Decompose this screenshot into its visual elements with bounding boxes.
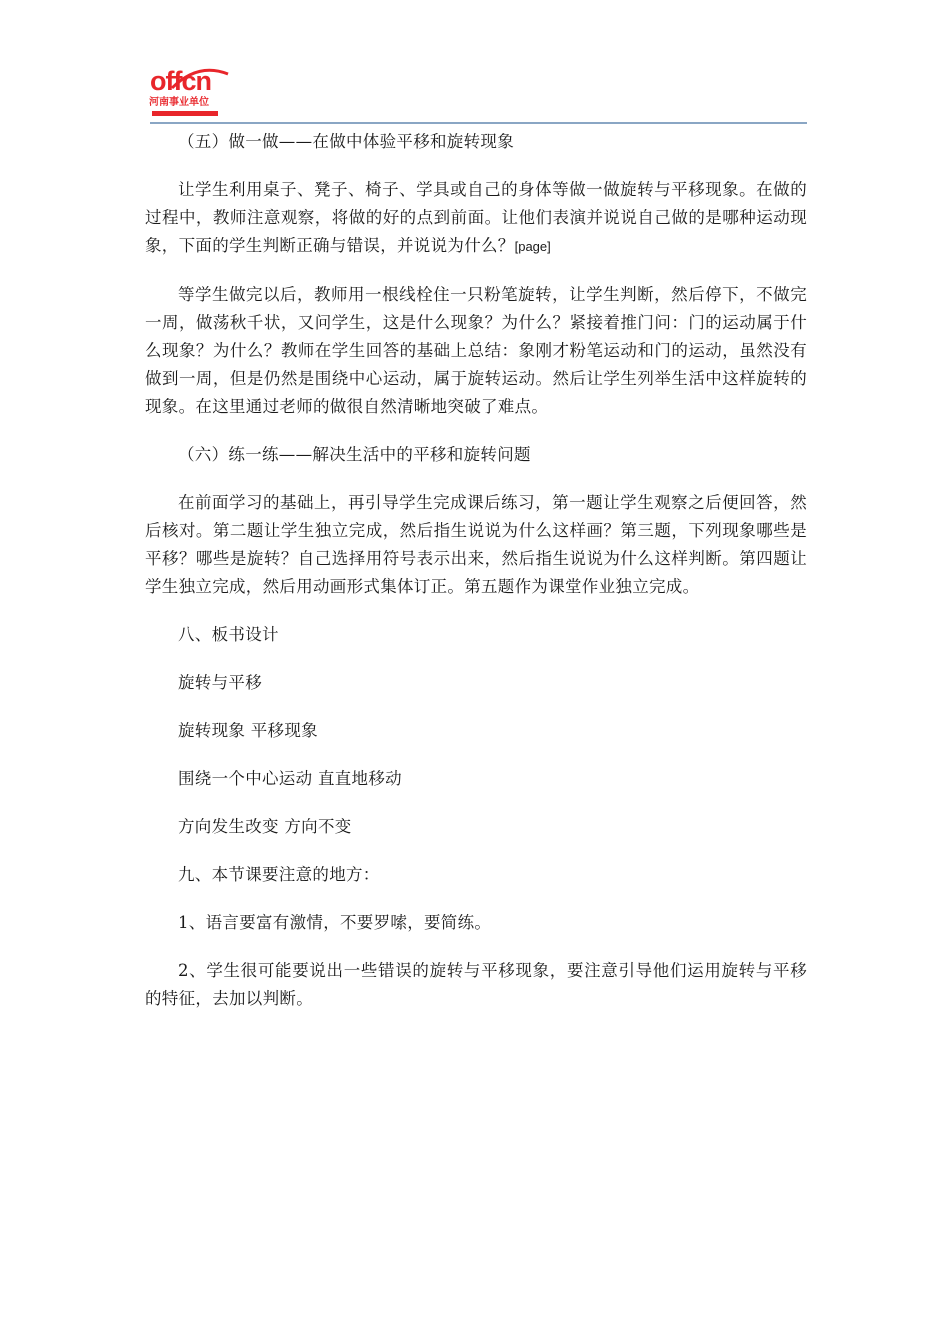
logo-bar — [152, 111, 218, 116]
page-tag: [page] — [514, 239, 551, 254]
board-line-phenomena: 旋转现象 平移现象 — [178, 721, 318, 740]
offcn-logo — [148, 66, 228, 120]
paragraph-teacher-demo: 等学生做完以后，教师用一根线栓住一只粉笔旋转，让学生判断，然后停下，不做完一周，做荡秋千状，又问学生，这是什么现象？为什么？紧接着推门问：门的运动属于什么现象？为什么？教师在学生回答的基础上总结：象刚才粉笔运动和门的运动，虽然没有做到一周，但是仍然是围绕中心运动，属于旋转运动。然后让学生列举生活中这样旋转的现象。在这里通过老师的做很自然清晰地突破了难点。 — [145, 285, 807, 416]
section-heading-five: （五）做一做——在做中体验平移和旋转现象 — [178, 132, 514, 151]
logo-word: offcn — [150, 66, 211, 96]
header-rule — [150, 122, 807, 124]
section-heading-board-design: 八、板书设计 — [178, 625, 279, 644]
note-item-1: 1、语言要富有激情，不要罗嗦，要简练。 — [178, 913, 492, 932]
section-heading-six: （六）练一练——解决生活中的平移和旋转问题 — [178, 445, 531, 464]
document-body — [145, 128, 807, 1013]
paragraph-practice: 在前面学习的基础上，再引导学生完成课后练习，第一题让学生观察之后便回答，然后核对。第二题让学生独立完成，然后指生说说为什么这样画？第三题，下列现象哪些是平移？哪些是旋转？自己选择用符号表示出来，然后指生说说为什么这样判断。第四题让学生独立完成，然后用动画形式集体订正。第五题作为课堂作业独立完成。 — [145, 493, 807, 596]
section-heading-notes: 九、本节课要注意的地方： — [178, 865, 380, 884]
page-header — [0, 0, 950, 130]
board-line-motion: 围绕一个中心运动 直直地移动 — [178, 769, 402, 788]
board-line-direction: 方向发生改变 方向不变 — [178, 817, 352, 836]
paragraph-do-activity — [145, 176, 807, 261]
logo-subtitle: 河南事业单位 — [149, 97, 209, 108]
paragraph-text: 让学生利用桌子、凳子、椅子、学具或自己的身体等做一做旋转与平移现象。在做的过程中，教师注意观察，将做的好的点到前面。让他们表演并说说自己做的是哪种运动现象，下面的学生判断正确与错误，并说说为什么？ — [145, 180, 807, 255]
board-line-title: 旋转与平移 — [178, 673, 262, 692]
note-item-2: 2、学生很可能要说出一些错误的旋转与平移现象，要注意引导他们运用旋转与平移的特征，去加以判断。 — [145, 961, 807, 1008]
